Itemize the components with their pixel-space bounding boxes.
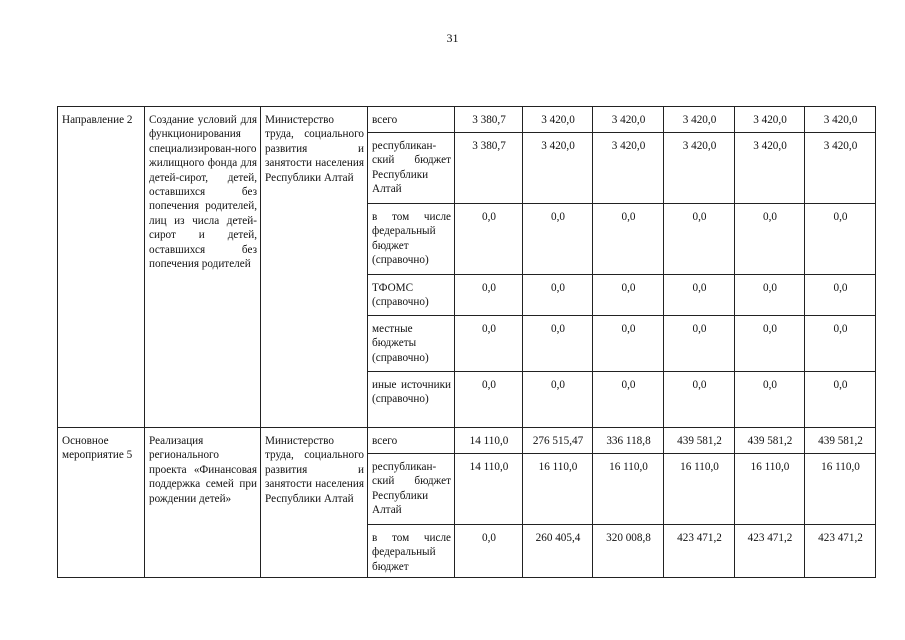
- funding-source-cell: в том числе федеральный бюджет: [368, 525, 455, 578]
- value-cell: 0,0: [805, 275, 876, 316]
- value-cell: 0,0: [523, 316, 593, 372]
- value-cell: 276 515,47: [523, 428, 593, 454]
- value-cell: 0,0: [455, 372, 523, 428]
- value-cell: 16 110,0: [523, 454, 593, 525]
- value-cell: 0,0: [735, 316, 805, 372]
- value-cell: 0,0: [593, 275, 664, 316]
- value-cell: 3 420,0: [523, 107, 593, 133]
- funding-source-cell: иные источники (справочно): [368, 372, 455, 428]
- value-cell: 439 581,2: [664, 428, 735, 454]
- value-cell: 0,0: [664, 372, 735, 428]
- value-cell: 16 110,0: [593, 454, 664, 525]
- value-cell: 3 380,7: [455, 107, 523, 133]
- direction-cell: Основное мероприятие 5: [58, 428, 145, 578]
- direction-cell: Направление 2: [58, 107, 145, 428]
- funding-source-cell: всего: [368, 428, 455, 454]
- value-cell: 3 420,0: [593, 133, 664, 204]
- executor-cell: Министерство труда, социального развития и занятости населения Республики Алтай: [261, 107, 368, 428]
- executor-cell: Министерство труда, социального развития и занятости населения Республики Алтай: [261, 428, 368, 578]
- table-row: [58, 428, 876, 454]
- value-cell: 0,0: [735, 204, 805, 275]
- value-cell: 0,0: [455, 204, 523, 275]
- value-cell: 3 420,0: [735, 107, 805, 133]
- value-cell: 3 420,0: [593, 107, 664, 133]
- value-cell: 0,0: [523, 275, 593, 316]
- value-cell: 0,0: [805, 204, 876, 275]
- funding-source-cell: республикан-ский бюджет Республики Алтай: [368, 133, 455, 204]
- description-cell: Реализация регионального проекта «Финансовая поддержка семей при рождении детей»: [145, 428, 261, 578]
- value-cell: 0,0: [735, 372, 805, 428]
- value-cell: 0,0: [593, 372, 664, 428]
- value-cell: 0,0: [455, 316, 523, 372]
- budget-table: [57, 106, 876, 578]
- value-cell: 439 581,2: [735, 428, 805, 454]
- value-cell: 16 110,0: [664, 454, 735, 525]
- description-cell: Создание условий для функционирования специализирован-ного жилищного фонда для детей-сирот, детей, оставшихся без попечения родителей, лиц из числа детей-сирот и детей, оставшихся без попечения родителей: [145, 107, 261, 428]
- value-cell: 0,0: [455, 275, 523, 316]
- funding-source-cell: республикан-ский бюджет Республики Алтай: [368, 454, 455, 525]
- value-cell: 3 380,7: [455, 133, 523, 204]
- value-cell: 16 110,0: [805, 454, 876, 525]
- value-cell: 0,0: [805, 372, 876, 428]
- value-cell: 3 420,0: [805, 107, 876, 133]
- value-cell: 3 420,0: [664, 133, 735, 204]
- value-cell: 3 420,0: [523, 133, 593, 204]
- value-cell: 336 118,8: [593, 428, 664, 454]
- value-cell: 0,0: [455, 525, 523, 578]
- value-cell: 0,0: [805, 316, 876, 372]
- funding-source-cell: ТФОМС (справочно): [368, 275, 455, 316]
- funding-source-cell: местные бюджеты (справочно): [368, 316, 455, 372]
- page-number: 31: [446, 31, 459, 45]
- value-cell: 0,0: [523, 372, 593, 428]
- value-cell: 0,0: [664, 204, 735, 275]
- value-cell: 0,0: [664, 316, 735, 372]
- funding-source-cell: всего: [368, 107, 455, 133]
- value-cell: 0,0: [523, 204, 593, 275]
- value-cell: 439 581,2: [805, 428, 876, 454]
- value-cell: 16 110,0: [735, 454, 805, 525]
- value-cell: 423 471,2: [805, 525, 876, 578]
- table-row: [58, 107, 876, 133]
- value-cell: 3 420,0: [805, 133, 876, 204]
- value-cell: 423 471,2: [735, 525, 805, 578]
- value-cell: 0,0: [593, 316, 664, 372]
- value-cell: 260 405,4: [523, 525, 593, 578]
- value-cell: 320 008,8: [593, 525, 664, 578]
- value-cell: 14 110,0: [455, 428, 523, 454]
- value-cell: 14 110,0: [455, 454, 523, 525]
- value-cell: 0,0: [735, 275, 805, 316]
- value-cell: 3 420,0: [664, 107, 735, 133]
- value-cell: 0,0: [664, 275, 735, 316]
- value-cell: 3 420,0: [735, 133, 805, 204]
- table-body: [58, 107, 876, 578]
- value-cell: 0,0: [593, 204, 664, 275]
- value-cell: 423 471,2: [664, 525, 735, 578]
- funding-source-cell: в том числе федеральный бюджет (справочно): [368, 204, 455, 275]
